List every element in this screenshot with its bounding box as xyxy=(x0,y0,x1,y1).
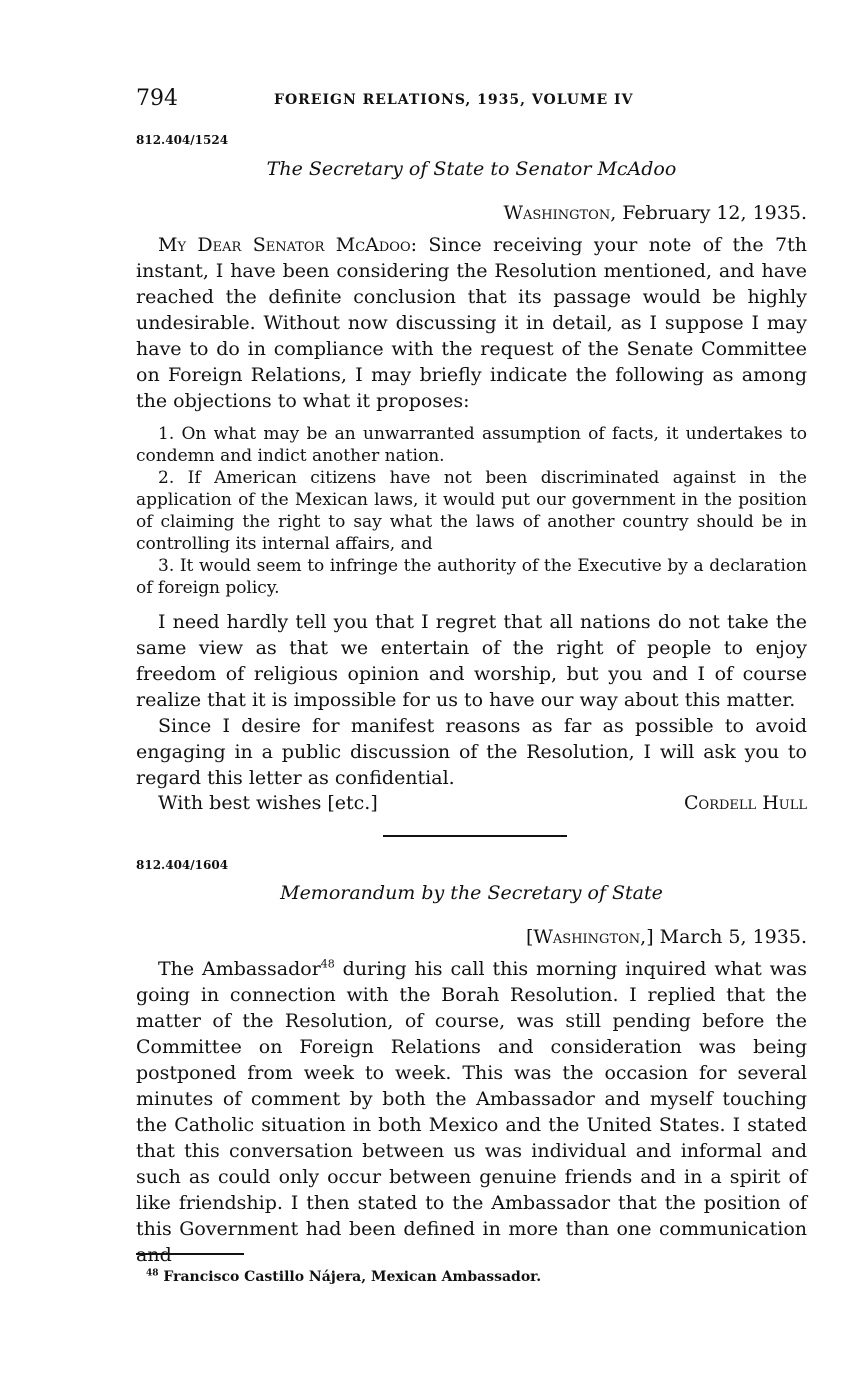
footnote-rule xyxy=(136,1253,244,1255)
letter-title: The Secretary of State to Senator McAdoo xyxy=(266,158,677,180)
letter-paragraph-3: Since I desire for manifest reasons as far as possible to avoid engaging in a public discussion of the Resolution, I will ask you to regard this letter as confidential. xyxy=(136,715,807,789)
objection-item-1: 1. On what may be an unwarranted assumption of facts, it undertakes to condemn and indict another nation. xyxy=(136,424,807,466)
memo-dateline-place: Washington xyxy=(533,926,641,948)
memorandum-dateline xyxy=(526,926,807,948)
objection-item-3: 3. It would seem to infringe the authority of the Executive by a declaration of foreign policy. xyxy=(136,556,807,598)
closing: With best wishes [etc.] xyxy=(158,792,378,814)
objection-item-2: 2. If American citizens have not been discriminated against in the application of the Mexican laws, it would put our government in the position of claiming the right to say what the laws of another country should be in controlling its internal affairs, and xyxy=(136,468,807,554)
letter-dateline xyxy=(503,202,807,224)
dateline-place: Washington xyxy=(503,202,611,224)
file-number-1: 812.404/1524 xyxy=(136,133,229,147)
dateline-date: , February 12, 1935. xyxy=(610,202,807,224)
memo-para-start: The Ambassador xyxy=(158,958,321,980)
salutation: My Dear Senator McAdoo xyxy=(158,234,411,256)
footnote xyxy=(146,1269,541,1285)
signature: Cordell Hull xyxy=(684,792,807,814)
page-number: 794 xyxy=(136,86,178,111)
memorandum-title: Memorandum by the Secretary of State xyxy=(280,882,663,904)
footnote-text: Francisco Castillo Nájera, Mexican Ambassador. xyxy=(163,1269,542,1285)
running-head: FOREIGN RELATIONS, 1935, VOLUME IV xyxy=(274,92,634,108)
memorandum-paragraph-1 xyxy=(136,956,807,1268)
letter-paragraph-2: I need hardly tell you that I regret that all nations do not take the same view as that we entertain of the right of people to enjoy freedom of religious opinion and worship, but you and I of course realize that it is impossible for us to have our way about this matter. xyxy=(136,611,807,711)
objections-list xyxy=(136,423,807,599)
memo-para-rest: during his call this morning inquired what was going in connection with the Borah Resolution. I replied that the matter of the Resolution, of course, was still pending before the Committee on Foreign Relations and consideration was being postponed from week to week. This was the occasion for several minutes of comment by both the Ambassador and myself touching the Catholic situation in both Mexico and the United States. I stated that this conversation between us was individual and informal and such as could only occur between genuine friends and in a spirit of like friendship. I then stated to the Ambassador that the position of this Government had been defined in more than one communication and xyxy=(136,958,807,1266)
section-divider xyxy=(383,835,567,837)
letter-paragraph-1 xyxy=(136,232,807,414)
footnote-reference: 48 xyxy=(320,957,335,971)
page-header xyxy=(136,86,807,116)
footnote-number: 48 xyxy=(146,1268,159,1279)
file-number-2: 812.404/1604 xyxy=(136,858,229,872)
dateline-open-bracket: [ xyxy=(525,926,534,948)
letter-paragraph-1-text: : Since receiving your note of the 7th instant, I have been considering the Resolution mentioned, and have reached the definite conclusion that its passage would be highly undesirable. Without now discussing it in detail, as I suppose I may have to do in compliance with the request of the Senate Committee on Foreign Relations, I may briefly indicate the following as among the objections to what it proposes: xyxy=(136,234,807,412)
memo-dateline-date: ,] March 5, 1935. xyxy=(640,926,807,948)
